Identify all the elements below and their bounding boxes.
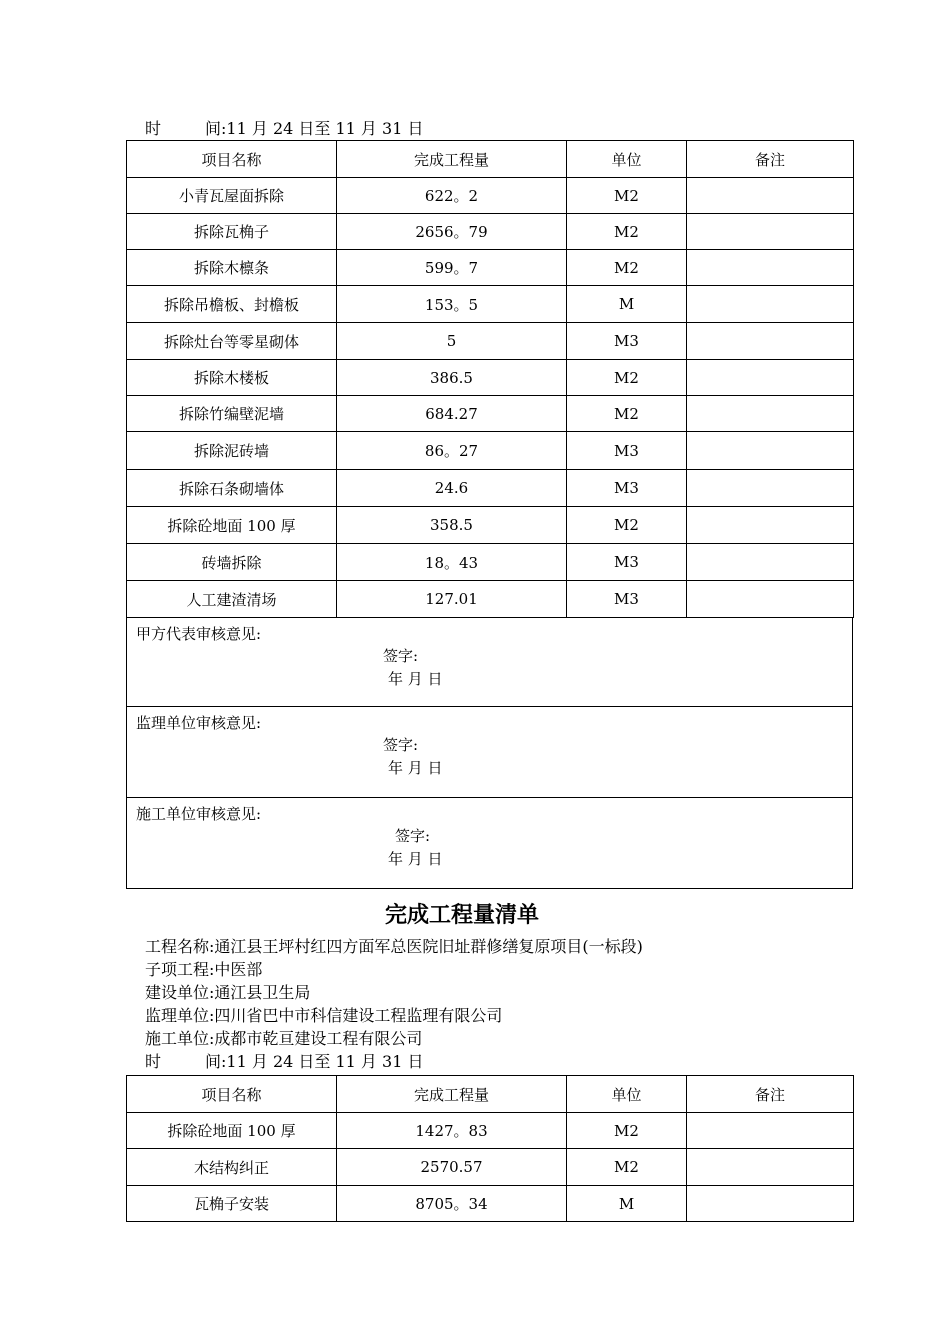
item-name-cell: 木结构纠正 xyxy=(127,1149,337,1186)
table-row xyxy=(127,396,854,432)
item-name-cell: 拆除竹编壁泥墙 xyxy=(127,396,337,432)
quantity-cell: 386.5 xyxy=(337,360,567,396)
project-name: 工程名称:通江县王坪村红四方面军总医院旧址群修缮复原项目(一标段) xyxy=(145,937,643,956)
unit-cell: M2 xyxy=(567,250,687,286)
time-value: 11 月 24 日至 11 月 31 日 xyxy=(226,119,424,138)
table-row xyxy=(127,432,854,470)
date-label: 年 月 日 xyxy=(388,759,443,777)
quantity-cell: 684.27 xyxy=(337,396,567,432)
quantity-cell: 2570.57 xyxy=(337,1149,567,1186)
quantity-cell: 86。27 xyxy=(337,432,567,470)
remark-cell xyxy=(687,214,854,250)
time-line xyxy=(145,119,423,139)
column-header: 项目名称 xyxy=(127,141,337,178)
table-row xyxy=(127,178,854,214)
unit-cell: M2 xyxy=(567,1149,687,1186)
item-name-cell: 砖墙拆除 xyxy=(127,544,337,581)
quantity-cell: 153。5 xyxy=(337,286,567,323)
table-row xyxy=(127,581,854,618)
date-label: 年 月 日 xyxy=(388,850,443,868)
table-row xyxy=(127,1149,854,1186)
table-row xyxy=(127,323,854,360)
signature-label: 签字: xyxy=(383,647,419,665)
time-label: 时 xyxy=(145,119,162,138)
item-name-cell: 拆除泥砖墙 xyxy=(127,432,337,470)
time-label-suffix: 间: xyxy=(205,119,227,138)
table-row xyxy=(127,1113,854,1149)
unit-cell: M xyxy=(567,286,687,323)
table-header-row xyxy=(127,1076,854,1113)
remark-cell xyxy=(687,360,854,396)
column-header: 单位 xyxy=(567,141,687,178)
remark-cell xyxy=(687,432,854,470)
column-header: 完成工程量 xyxy=(337,1076,567,1113)
remark-cell xyxy=(687,178,854,214)
unit-cell: M xyxy=(567,1186,687,1222)
item-name-cell: 拆除砼地面 100 厚 xyxy=(127,1113,337,1149)
remark-cell xyxy=(687,544,854,581)
table-row xyxy=(127,360,854,396)
item-name-cell: 拆除灶台等零星砌体 xyxy=(127,323,337,360)
quantity-cell: 18。43 xyxy=(337,544,567,581)
remark-cell xyxy=(687,286,854,323)
review-label: 施工单位审核意见: xyxy=(136,805,262,823)
time-value: 11 月 24 日至 11 月 31 日 xyxy=(226,1052,424,1071)
table-row xyxy=(127,544,854,581)
remark-cell xyxy=(687,581,854,618)
item-name-cell: 拆除吊檐板、封檐板 xyxy=(127,286,337,323)
quantity-cell: 358.5 xyxy=(337,507,567,544)
contractor-unit: 施工单位:成都市乾亘建设工程有限公司 xyxy=(145,1029,423,1048)
quantity-cell: 599。7 xyxy=(337,250,567,286)
item-name-cell: 拆除瓦桷子 xyxy=(127,214,337,250)
signature-label: 签字: xyxy=(395,827,431,845)
review-supervisor xyxy=(126,707,853,798)
quantity-cell: 1427。83 xyxy=(337,1113,567,1149)
table-row xyxy=(127,1186,854,1222)
review-label: 甲方代表审核意见: xyxy=(136,625,262,643)
remark-cell xyxy=(687,1149,854,1186)
unit-cell: M2 xyxy=(567,507,687,544)
quantity-cell: 2656。79 xyxy=(337,214,567,250)
unit-cell: M2 xyxy=(567,178,687,214)
unit-cell: M3 xyxy=(567,470,687,507)
review-owner xyxy=(126,617,853,707)
unit-cell: M3 xyxy=(567,581,687,618)
quantity-cell: 5 xyxy=(337,323,567,360)
quantity-table-1 xyxy=(126,140,854,618)
quantity-cell: 8705。34 xyxy=(337,1186,567,1222)
remark-cell xyxy=(687,323,854,360)
remark-cell xyxy=(687,507,854,544)
item-name-cell: 人工建渣清场 xyxy=(127,581,337,618)
unit-cell: M2 xyxy=(567,1113,687,1149)
quantity-cell: 622。2 xyxy=(337,178,567,214)
unit-cell: M2 xyxy=(567,396,687,432)
unit-cell: M2 xyxy=(567,214,687,250)
remark-cell xyxy=(687,250,854,286)
unit-cell: M2 xyxy=(567,360,687,396)
item-name-cell: 瓦桷子安装 xyxy=(127,1186,337,1222)
time-label-suffix: 间: xyxy=(205,1052,227,1071)
table-row xyxy=(127,286,854,323)
unit-cell: M3 xyxy=(567,544,687,581)
date-label: 年 月 日 xyxy=(388,670,443,688)
item-name-cell: 拆除石条砌墙体 xyxy=(127,470,337,507)
sub-project: 子项工程:中医部 xyxy=(145,960,263,979)
table-row xyxy=(127,507,854,544)
supervisor-unit: 监理单位:四川省巴中市科信建设工程监理有限公司 xyxy=(145,1006,503,1025)
table-row xyxy=(127,250,854,286)
table-header-row xyxy=(127,141,854,178)
remark-cell xyxy=(687,1113,854,1149)
remark-cell xyxy=(687,470,854,507)
table-row xyxy=(127,470,854,507)
quantity-cell: 127.01 xyxy=(337,581,567,618)
item-name-cell: 小青瓦屋面拆除 xyxy=(127,178,337,214)
item-name-cell: 拆除木楼板 xyxy=(127,360,337,396)
remark-cell xyxy=(687,396,854,432)
quantity-cell: 24.6 xyxy=(337,470,567,507)
column-header: 项目名称 xyxy=(127,1076,337,1113)
item-name-cell: 拆除木檩条 xyxy=(127,250,337,286)
builder-unit: 建设单位:通江县卫生局 xyxy=(145,983,311,1002)
quantity-table-2 xyxy=(126,1075,854,1222)
column-header: 备注 xyxy=(687,1076,854,1113)
column-header: 单位 xyxy=(567,1076,687,1113)
remark-cell xyxy=(687,1186,854,1222)
time-label: 时 xyxy=(145,1052,162,1071)
review-label: 监理单位审核意见: xyxy=(136,714,262,732)
item-name-cell: 拆除砼地面 100 厚 xyxy=(127,507,337,544)
table-row xyxy=(127,214,854,250)
column-header: 备注 xyxy=(687,141,854,178)
time-line xyxy=(145,1052,423,1072)
unit-cell: M3 xyxy=(567,432,687,470)
signature-label: 签字: xyxy=(383,736,419,754)
unit-cell: M3 xyxy=(567,323,687,360)
page-title: 完成工程量清单 xyxy=(384,902,539,928)
review-contractor xyxy=(126,798,853,889)
column-header: 完成工程量 xyxy=(337,141,567,178)
